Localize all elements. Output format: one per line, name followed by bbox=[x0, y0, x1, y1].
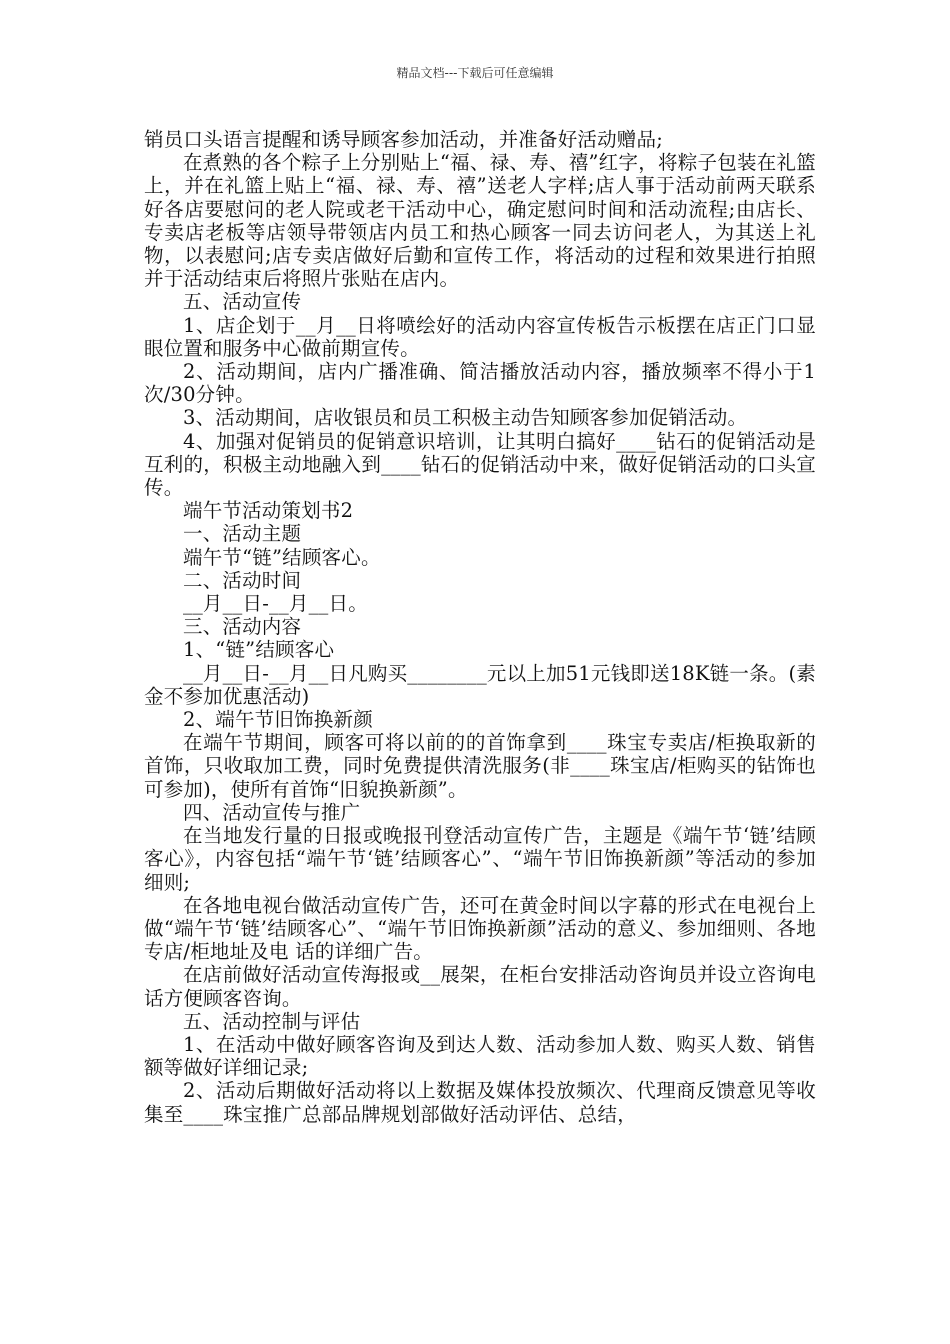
section-heading: 五、活动宣传 bbox=[183, 290, 302, 314]
paragraph: 3、活动期间，店收银员和员工积极主动告知顾客参加促销活动。 bbox=[183, 406, 748, 430]
paragraph: __月__日-__月__日。 bbox=[183, 592, 368, 616]
paragraph: __月__日-__月__日凡购买________元以上加51元钱即送18K链一条。(素金不参加优惠活动) bbox=[144, 661, 816, 708]
paragraph: 端午节“链”结顾客心。 bbox=[183, 545, 381, 569]
paragraph: 1、在活动中做好顾客咨询及到达人数、活动参加人数、购买人数、销售额等做好详细记录; bbox=[144, 1032, 816, 1080]
paragraph: 在各地电视台做活动宣传广告，还可在黄金时间以字幕的形式在电视台上做“端午节‘链’结顾客心”、“端午节旧饰换新颜”活动的意义、参加细则、各地专店/柜地址及电 话的详细广告。 bbox=[144, 893, 816, 964]
section-heading: 四、活动宣传与推广 bbox=[183, 800, 361, 824]
paragraph: 在店前做好活动宣传海报或__展架，在柜台安排活动咨询员并设立咨询电 话方便顾客咨询。 bbox=[144, 963, 816, 1010]
paragraph: 在端午节期间，顾客可将以前的的首饰拿到____珠宝专卖店/柜换取新的首饰，只收取加工费，同时免费提供清洗服务(非____珠宝店/柜购买的钻饰也可参加)，使所有首饰“旧貌换新颜”。 bbox=[144, 731, 816, 801]
section-heading: 五、活动控制与评估 bbox=[183, 1009, 361, 1033]
document-subtitle: 端午节活动策划书2 bbox=[183, 499, 354, 523]
paragraph: 2、活动期间，店内广播准确、简洁播放活动内容，播放频率不得小于1次/30分钟。 bbox=[144, 360, 816, 407]
page-header: 精品文档---下载后可任意编辑 bbox=[396, 66, 554, 80]
document-body bbox=[144, 128, 816, 1126]
paragraph: 2、活动后期做好活动将以上数据及媒体投放频次、代理商反馈意见等收集至____珠宝推广总部品牌规划部做好活动评估、总结， bbox=[144, 1079, 816, 1126]
paragraph: 销员口头语言提醒和诱导顾客参加活动，并准备好活动赠品; bbox=[144, 128, 663, 151]
paragraph: 在煮熟的各个粽子上分别贴上“福、禄、寿、禧”红字，将粽子包装在礼篮上，并在礼篮上贴上“福、禄、寿、禧”送老人字样;店人事于活动前两天联系好各店要慰问的老人院或老干活动中心，确定慰问时间和活动流程;由店长、专卖店老板等店领导带领店内员工和热心顾客一同去访问老人，为其送上礼物，以表慰问;店专卖店做好后勤和宣传工作，将活动的过程和效果进行拍照并于活动结束后将照片张贴在店内。 bbox=[144, 151, 816, 291]
paragraph: 1、店企划于__月__日将喷绘好的活动内容宣传板告示板摆在店正门口显眼位置和服务中心做前期宣传。 bbox=[144, 313, 816, 360]
subsection-heading: 1、“链”结顾客心 bbox=[183, 638, 335, 662]
paragraph: 在当地发行量的日报或晚报刊登活动宣传广告，主题是《端午节‘链’结顾客心》，内容包括“端午节‘链’结顾客心”、“端午节旧饰换新颜”等活动的参加细则; bbox=[144, 824, 816, 894]
paragraph: 4、加强对促销员的促销意识培训，让其明白搞好____钻石的促销活动是互利的，积极主动地融入到____钻石的促销活动中来，做好促销活动的口头宣传。 bbox=[144, 429, 816, 500]
section-heading: 二、活动时间 bbox=[183, 568, 302, 592]
section-heading: 一、活动主题 bbox=[183, 522, 302, 546]
section-heading: 三、活动内容 bbox=[183, 615, 302, 639]
subsection-heading: 2、端午节旧饰换新颜 bbox=[183, 708, 373, 732]
